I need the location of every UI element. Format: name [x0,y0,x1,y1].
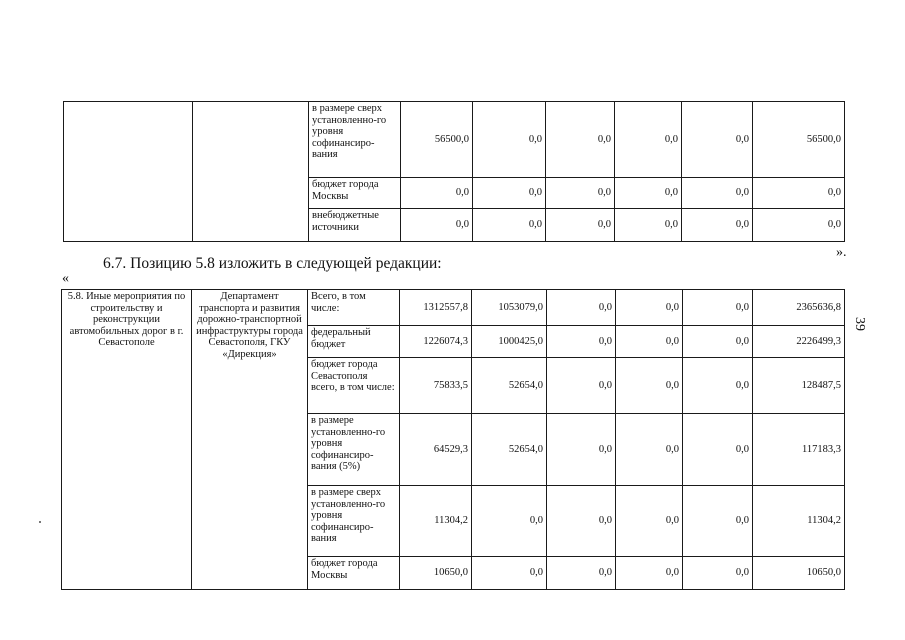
funding-source-cell: в размере сверх установленно-го уровня софинансиро-вания [309,102,401,178]
value-cell: 1226074,3 [400,326,472,358]
total-cell: 11304,2 [753,486,845,557]
table-row [64,102,845,178]
value-cell: 0,0 [682,178,753,209]
value-cell: 0,0 [546,209,615,242]
main-table [61,289,845,590]
value-cell: 0,0 [682,102,753,178]
value-cell: 0,0 [615,209,682,242]
value-cell: 0,0 [616,414,683,486]
value-cell: 0,0 [547,414,616,486]
value-cell: 0,0 [473,102,546,178]
value-cell: 0,0 [682,209,753,242]
value-cell: 56500,0 [401,102,473,178]
funding-source-cell: в размере сверх установленно-го уровня софинансиро-вания [308,486,400,557]
table-row [62,290,845,326]
value-cell: 1000425,0 [472,326,547,358]
funding-source-cell: федеральный бюджет [308,326,400,358]
empty-cell [193,102,309,242]
value-cell: 0,0 [683,414,753,486]
section-heading: 6.7. Позицию 5.8 изложить в следующей редакции: [103,255,442,272]
value-cell: 0,0 [401,209,473,242]
total-cell: 2226499,3 [753,326,845,358]
value-cell: 0,0 [547,326,616,358]
value-cell: 0,0 [616,358,683,414]
value-cell: 0,0 [547,358,616,414]
total-cell: 117183,3 [753,414,845,486]
opening-quote: « [62,271,69,286]
value-cell: 0,0 [473,178,546,209]
value-cell: 0,0 [683,358,753,414]
value-cell: 0,0 [547,486,616,557]
closing-quote: ». [836,245,847,260]
value-cell: 0,0 [616,557,683,590]
funding-source-cell: бюджет города Москвы [308,557,400,590]
value-cell: 0,0 [683,486,753,557]
value-cell: 0,0 [616,326,683,358]
value-cell: 75833,5 [400,358,472,414]
value-cell: 0,0 [683,326,753,358]
total-cell: 0,0 [753,209,845,242]
executor-cell: Департамент транспорта и развития дорожно-транспортной инфраструктуры города Севастополя, ГКУ «Дирекция» [192,290,308,590]
total-cell: 10650,0 [753,557,845,590]
continued-table [63,101,845,242]
value-cell: 0,0 [546,102,615,178]
value-cell: 1312557,8 [400,290,472,326]
funding-source-cell: бюджет города Севастополя всего, в том числе: [308,358,400,414]
value-cell: 52654,0 [472,358,547,414]
scan-speck [39,521,41,523]
empty-cell [64,102,193,242]
total-cell: 0,0 [753,178,845,209]
value-cell: 11304,2 [400,486,472,557]
total-cell: 56500,0 [753,102,845,178]
total-cell: 128487,5 [753,358,845,414]
value-cell: 0,0 [616,290,683,326]
value-cell: 52654,0 [472,414,547,486]
value-cell: 0,0 [615,178,682,209]
value-cell: 0,0 [401,178,473,209]
value-cell: 0,0 [546,178,615,209]
funding-source-cell: бюджет города Москвы [309,178,401,209]
value-cell: 0,0 [472,557,547,590]
value-cell: 0,0 [615,102,682,178]
funding-source-cell: в размере установленно-го уровня софинансиро-вания (5%) [308,414,400,486]
value-cell: 64529,3 [400,414,472,486]
value-cell: 0,0 [616,486,683,557]
funding-source-cell: Всего, в том числе: [308,290,400,326]
page-number: 39 [852,317,867,331]
value-cell: 0,0 [547,290,616,326]
value-cell: 1053079,0 [472,290,547,326]
value-cell: 0,0 [547,557,616,590]
measure-name-cell: 5.8. Иные мероприятия по строительству и реконструкции автомобильных дорог в г. Севастополе [62,290,192,590]
value-cell: 0,0 [473,209,546,242]
value-cell: 0,0 [683,557,753,590]
value-cell: 0,0 [472,486,547,557]
funding-source-cell: внебюджетные источники [309,209,401,242]
total-cell: 2365636,8 [753,290,845,326]
value-cell: 10650,0 [400,557,472,590]
value-cell: 0,0 [683,290,753,326]
